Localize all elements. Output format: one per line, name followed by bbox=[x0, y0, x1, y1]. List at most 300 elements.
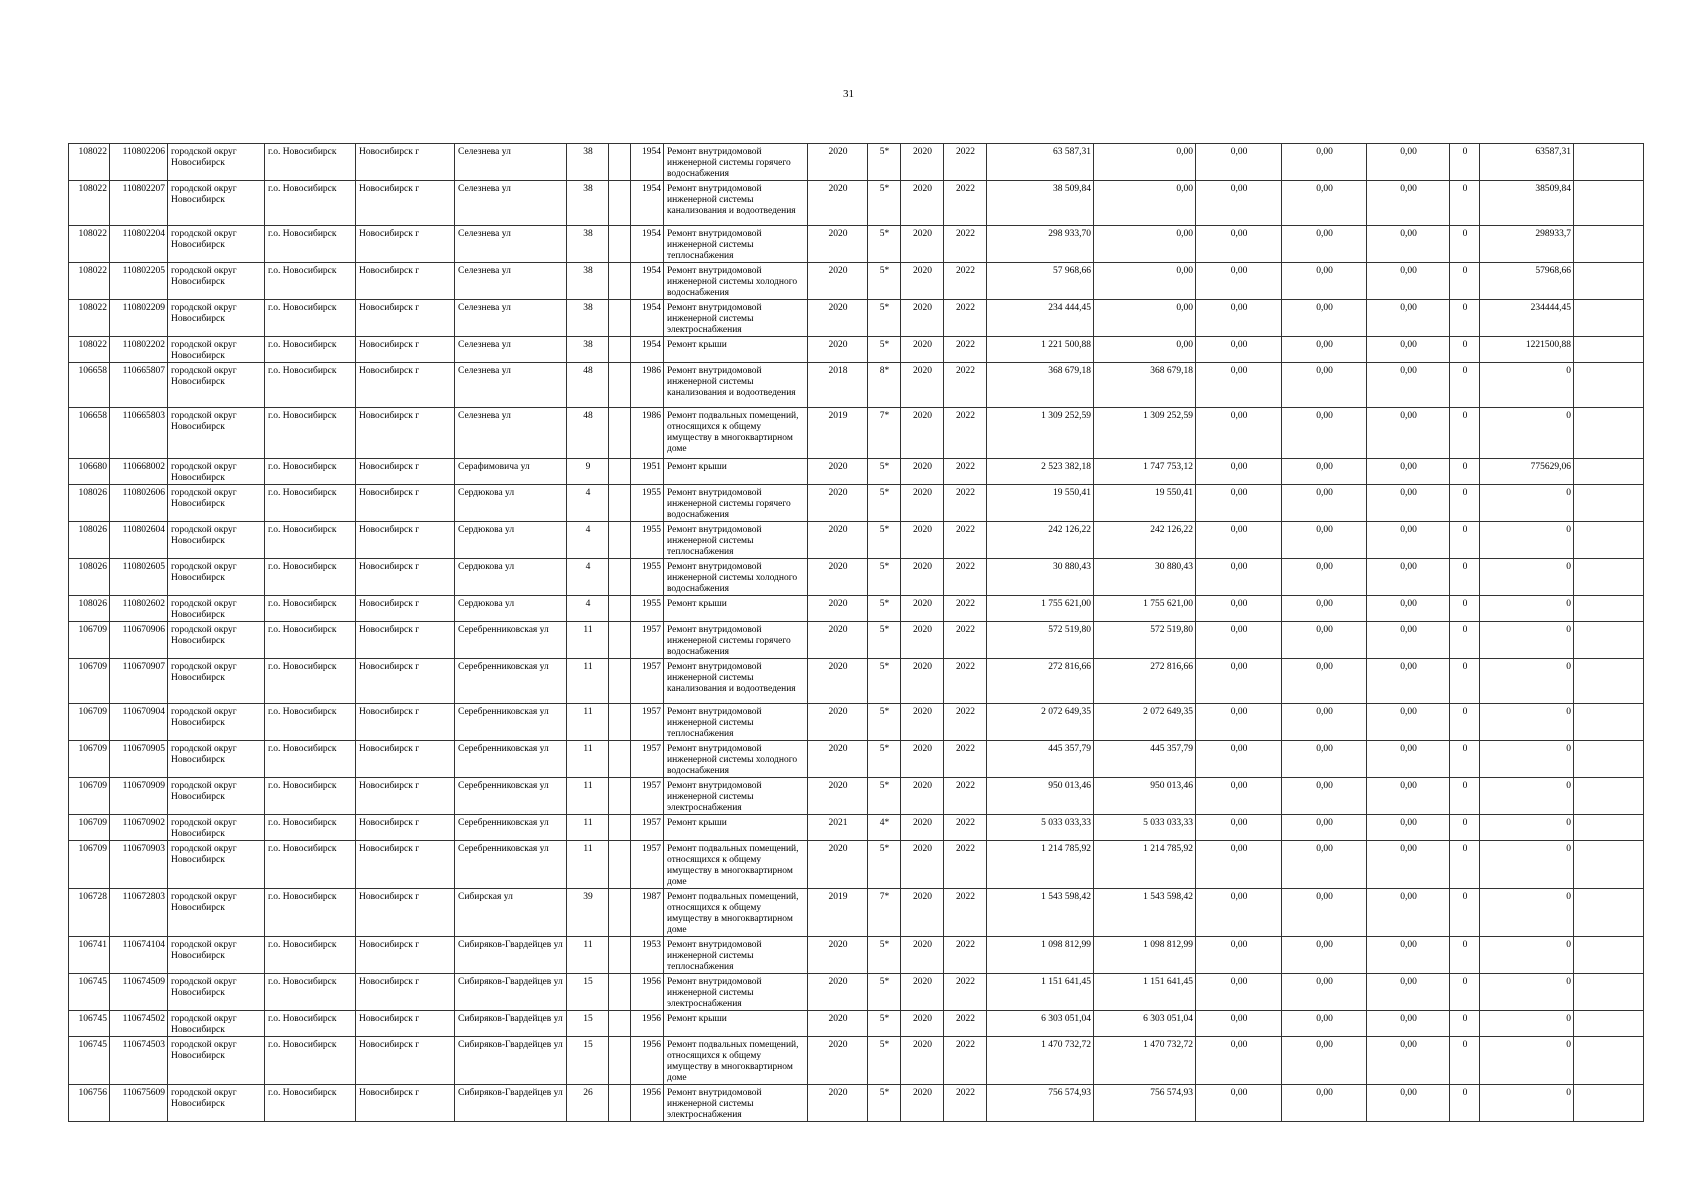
cell-amount-3: 0,00 bbox=[1282, 408, 1367, 459]
cell-plan-year: 2020 bbox=[808, 144, 868, 181]
table-row bbox=[69, 841, 1644, 889]
cell-end-year: 2022 bbox=[944, 704, 987, 741]
cell-cost-total: 445 357,79 bbox=[987, 741, 1094, 778]
cell-locality: Новосибирск г bbox=[356, 144, 455, 181]
cell-balance: 0 bbox=[1480, 522, 1574, 559]
cell-amount-2: 0,00 bbox=[1196, 408, 1282, 459]
cell-amount-4: 0,00 bbox=[1367, 1011, 1450, 1037]
cell-amount-1: 0,00 bbox=[1094, 226, 1196, 263]
table-row bbox=[69, 263, 1644, 300]
cell-house-id: 106680 bbox=[69, 459, 110, 485]
cell-amount-4: 0,00 bbox=[1367, 363, 1450, 408]
cell-zero-flag: 0 bbox=[1450, 144, 1480, 181]
cell-cost-total: 298 933,70 bbox=[987, 226, 1094, 263]
cell-municipal-short: г.о. Новосибирск bbox=[265, 1011, 356, 1037]
cell-plan-year: 2020 bbox=[808, 1085, 868, 1122]
cell-work-type: Ремонт внутридомовой инженерной системы холодного водоснабжения bbox=[664, 263, 808, 300]
cell-work-type: Ремонт внутридомовой инженерной системы электроснабжения bbox=[664, 778, 808, 815]
cell-zero-flag: 0 bbox=[1450, 559, 1480, 596]
cell-cost-total: 38 509,84 bbox=[987, 181, 1094, 226]
cell-house-number: 26 bbox=[567, 1085, 609, 1122]
cell-amount-3: 0,00 bbox=[1282, 337, 1367, 363]
cell-house-id: 106741 bbox=[69, 937, 110, 974]
cell-amount-4: 0,00 bbox=[1367, 226, 1450, 263]
cell-amount-4: 0,00 bbox=[1367, 144, 1450, 181]
cell-house-number: 4 bbox=[567, 485, 609, 522]
cell-note bbox=[1574, 1011, 1644, 1037]
cell-amount-2: 0,00 bbox=[1196, 974, 1282, 1011]
cell-note bbox=[1574, 889, 1644, 937]
cell-note bbox=[1574, 300, 1644, 337]
cell-amount-3: 0,00 bbox=[1282, 889, 1367, 937]
table-row bbox=[69, 1085, 1644, 1122]
cell-street: Серебренниковская ул bbox=[455, 622, 567, 659]
cell-house-id: 108026 bbox=[69, 485, 110, 522]
cell-work-type: Ремонт внутридомовой инженерной системы горячего водоснабжения bbox=[664, 622, 808, 659]
cell-plan-year: 2020 bbox=[808, 181, 868, 226]
cell-amount-3: 0,00 bbox=[1282, 974, 1367, 1011]
cell-zero-flag: 0 bbox=[1450, 522, 1480, 559]
cell-house-number: 15 bbox=[567, 1037, 609, 1085]
cell-municipal-short: г.о. Новосибирск bbox=[265, 181, 356, 226]
cell-house-number: 38 bbox=[567, 337, 609, 363]
cell-amount-3: 0,00 bbox=[1282, 815, 1367, 841]
cell-house-number: 38 bbox=[567, 300, 609, 337]
cell-amount-1: 1 309 252,59 bbox=[1094, 408, 1196, 459]
cell-note bbox=[1574, 815, 1644, 841]
cell-house-id: 108022 bbox=[69, 226, 110, 263]
cell-street: Селезнева ул bbox=[455, 363, 567, 408]
cell-zero-flag: 0 bbox=[1450, 815, 1480, 841]
cell-house-number: 11 bbox=[567, 659, 609, 704]
cell-build-year: 1986 bbox=[631, 408, 664, 459]
cell-house-number: 11 bbox=[567, 841, 609, 889]
table-row bbox=[69, 226, 1644, 263]
cell-note bbox=[1574, 181, 1644, 226]
cell-municipality: городской округ Новосибирск bbox=[168, 841, 265, 889]
cell-priority: 8* bbox=[868, 363, 901, 408]
cell-street: Сибирская ул bbox=[455, 889, 567, 937]
cell-build-year: 1951 bbox=[631, 459, 664, 485]
cell-building bbox=[609, 659, 631, 704]
cell-work-id: 110670906 bbox=[110, 622, 168, 659]
cell-priority: 7* bbox=[868, 889, 901, 937]
cell-end-year: 2022 bbox=[944, 741, 987, 778]
cell-plan-year: 2020 bbox=[808, 778, 868, 815]
cell-amount-2: 0,00 bbox=[1196, 263, 1282, 300]
cell-balance: 0 bbox=[1480, 841, 1574, 889]
cell-municipal-short: г.о. Новосибирск bbox=[265, 226, 356, 263]
cell-locality: Новосибирск г bbox=[356, 1037, 455, 1085]
cell-start-year: 2020 bbox=[901, 263, 944, 300]
cell-priority: 5* bbox=[868, 937, 901, 974]
cell-building bbox=[609, 622, 631, 659]
cell-amount-4: 0,00 bbox=[1367, 889, 1450, 937]
cell-house-id: 108022 bbox=[69, 263, 110, 300]
cell-amount-4: 0,00 bbox=[1367, 741, 1450, 778]
cell-municipality: городской округ Новосибирск bbox=[168, 704, 265, 741]
cell-plan-year: 2020 bbox=[808, 226, 868, 263]
table-row bbox=[69, 889, 1644, 937]
table-row bbox=[69, 937, 1644, 974]
cell-locality: Новосибирск г bbox=[356, 1011, 455, 1037]
cell-street: Сибиряков-Гвардейцев ул bbox=[455, 974, 567, 1011]
cell-locality: Новосибирск г bbox=[356, 226, 455, 263]
cell-street: Серебренниковская ул bbox=[455, 841, 567, 889]
cell-municipal-short: г.о. Новосибирск bbox=[265, 659, 356, 704]
cell-amount-3: 0,00 bbox=[1282, 622, 1367, 659]
table-row bbox=[69, 659, 1644, 704]
cell-plan-year: 2020 bbox=[808, 559, 868, 596]
cell-zero-flag: 0 bbox=[1450, 408, 1480, 459]
cell-plan-year: 2019 bbox=[808, 889, 868, 937]
cell-street: Серебренниковская ул bbox=[455, 659, 567, 704]
cell-locality: Новосибирск г bbox=[356, 459, 455, 485]
cell-end-year: 2022 bbox=[944, 815, 987, 841]
cell-municipal-short: г.о. Новосибирск bbox=[265, 559, 356, 596]
cell-amount-3: 0,00 bbox=[1282, 1037, 1367, 1085]
cell-locality: Новосибирск г bbox=[356, 1085, 455, 1122]
cell-end-year: 2022 bbox=[944, 778, 987, 815]
cell-street: Селезнева ул bbox=[455, 144, 567, 181]
table-row bbox=[69, 596, 1644, 622]
cell-note bbox=[1574, 337, 1644, 363]
cell-work-type: Ремонт подвальных помещений, относящихся к общему имуществу в многоквартирном доме bbox=[664, 841, 808, 889]
cell-building bbox=[609, 1011, 631, 1037]
cell-cost-total: 2 523 382,18 bbox=[987, 459, 1094, 485]
cell-balance: 0 bbox=[1480, 363, 1574, 408]
cell-building bbox=[609, 1085, 631, 1122]
cell-zero-flag: 0 bbox=[1450, 1011, 1480, 1037]
cell-work-type: Ремонт внутридомовой инженерной системы канализования и водоотведения bbox=[664, 363, 808, 408]
table-row bbox=[69, 300, 1644, 337]
cell-municipal-short: г.о. Новосибирск bbox=[265, 337, 356, 363]
cell-plan-year: 2020 bbox=[808, 485, 868, 522]
cell-cost-total: 57 968,66 bbox=[987, 263, 1094, 300]
cell-work-type: Ремонт внутридомовой инженерной системы горячего водоснабжения bbox=[664, 485, 808, 522]
cell-amount-1: 950 013,46 bbox=[1094, 778, 1196, 815]
cell-amount-1: 1 214 785,92 bbox=[1094, 841, 1196, 889]
cell-municipal-short: г.о. Новосибирск bbox=[265, 408, 356, 459]
cell-amount-2: 0,00 bbox=[1196, 1037, 1282, 1085]
table-row bbox=[69, 741, 1644, 778]
table-row bbox=[69, 622, 1644, 659]
cell-municipality: городской округ Новосибирск bbox=[168, 263, 265, 300]
cell-cost-total: 1 214 785,92 bbox=[987, 841, 1094, 889]
cell-cost-total: 2 072 649,35 bbox=[987, 704, 1094, 741]
table-row bbox=[69, 408, 1644, 459]
cell-building bbox=[609, 363, 631, 408]
cell-municipality: городской округ Новосибирск bbox=[168, 974, 265, 1011]
cell-start-year: 2020 bbox=[901, 841, 944, 889]
cell-municipal-short: г.о. Новосибирск bbox=[265, 889, 356, 937]
cell-municipality: городской округ Новосибирск bbox=[168, 459, 265, 485]
cell-work-id: 110802605 bbox=[110, 559, 168, 596]
cell-amount-4: 0,00 bbox=[1367, 300, 1450, 337]
cell-start-year: 2020 bbox=[901, 408, 944, 459]
cell-amount-1: 1 755 621,00 bbox=[1094, 596, 1196, 622]
cell-house-id: 106756 bbox=[69, 1085, 110, 1122]
cell-amount-1: 0,00 bbox=[1094, 263, 1196, 300]
cell-start-year: 2020 bbox=[901, 144, 944, 181]
cell-zero-flag: 0 bbox=[1450, 337, 1480, 363]
cell-amount-1: 242 126,22 bbox=[1094, 522, 1196, 559]
cell-amount-3: 0,00 bbox=[1282, 181, 1367, 226]
cell-cost-total: 30 880,43 bbox=[987, 559, 1094, 596]
cell-end-year: 2022 bbox=[944, 596, 987, 622]
cell-amount-2: 0,00 bbox=[1196, 459, 1282, 485]
cell-house-number: 4 bbox=[567, 559, 609, 596]
cell-start-year: 2020 bbox=[901, 741, 944, 778]
cell-note bbox=[1574, 522, 1644, 559]
cell-building bbox=[609, 522, 631, 559]
table-row bbox=[69, 1011, 1644, 1037]
cell-amount-4: 0,00 bbox=[1367, 841, 1450, 889]
cell-end-year: 2022 bbox=[944, 841, 987, 889]
table-body bbox=[69, 144, 1644, 1122]
cell-start-year: 2020 bbox=[901, 226, 944, 263]
cell-build-year: 1955 bbox=[631, 485, 664, 522]
cell-amount-2: 0,00 bbox=[1196, 559, 1282, 596]
cell-municipal-short: г.о. Новосибирск bbox=[265, 263, 356, 300]
cell-building bbox=[609, 485, 631, 522]
cell-street: Селезнева ул bbox=[455, 181, 567, 226]
cell-zero-flag: 0 bbox=[1450, 659, 1480, 704]
cell-cost-total: 368 679,18 bbox=[987, 363, 1094, 408]
cell-work-id: 110674509 bbox=[110, 974, 168, 1011]
cell-start-year: 2020 bbox=[901, 622, 944, 659]
cell-work-type: Ремонт крыши bbox=[664, 1011, 808, 1037]
cell-house-id: 106709 bbox=[69, 741, 110, 778]
cell-cost-total: 242 126,22 bbox=[987, 522, 1094, 559]
cell-street: Сердюкова ул bbox=[455, 559, 567, 596]
cell-start-year: 2020 bbox=[901, 485, 944, 522]
cell-work-id: 110675609 bbox=[110, 1085, 168, 1122]
cell-start-year: 2020 bbox=[901, 889, 944, 937]
cell-start-year: 2020 bbox=[901, 522, 944, 559]
cell-locality: Новосибирск г bbox=[356, 263, 455, 300]
cell-work-type: Ремонт крыши bbox=[664, 337, 808, 363]
cell-amount-3: 0,00 bbox=[1282, 363, 1367, 408]
cell-note bbox=[1574, 408, 1644, 459]
cell-build-year: 1957 bbox=[631, 815, 664, 841]
cell-house-number: 11 bbox=[567, 815, 609, 841]
cell-priority: 5* bbox=[868, 1011, 901, 1037]
cell-zero-flag: 0 bbox=[1450, 889, 1480, 937]
cell-amount-1: 0,00 bbox=[1094, 144, 1196, 181]
cell-amount-1: 572 519,80 bbox=[1094, 622, 1196, 659]
cell-amount-1: 1 543 598,42 bbox=[1094, 889, 1196, 937]
cell-plan-year: 2020 bbox=[808, 263, 868, 300]
cell-locality: Новосибирск г bbox=[356, 522, 455, 559]
cell-amount-2: 0,00 bbox=[1196, 1011, 1282, 1037]
cell-balance: 0 bbox=[1480, 778, 1574, 815]
cell-balance: 0 bbox=[1480, 559, 1574, 596]
cell-work-type: Ремонт внутридомовой инженерной системы канализования и водоотведения bbox=[664, 181, 808, 226]
capital-repair-register-table bbox=[68, 143, 1644, 1122]
cell-building bbox=[609, 459, 631, 485]
cell-work-id: 110670907 bbox=[110, 659, 168, 704]
cell-street: Сибиряков-Гвардейцев ул bbox=[455, 1037, 567, 1085]
cell-municipality: городской округ Новосибирск bbox=[168, 363, 265, 408]
cell-building bbox=[609, 815, 631, 841]
cell-start-year: 2020 bbox=[901, 337, 944, 363]
cell-amount-1: 0,00 bbox=[1094, 181, 1196, 226]
cell-note bbox=[1574, 778, 1644, 815]
cell-balance: 63587,31 bbox=[1480, 144, 1574, 181]
cell-street: Сердюкова ул bbox=[455, 596, 567, 622]
cell-amount-2: 0,00 bbox=[1196, 337, 1282, 363]
cell-municipal-short: г.о. Новосибирск bbox=[265, 363, 356, 408]
cell-house-id: 106658 bbox=[69, 363, 110, 408]
cell-amount-4: 0,00 bbox=[1367, 815, 1450, 841]
cell-zero-flag: 0 bbox=[1450, 841, 1480, 889]
cell-house-number: 38 bbox=[567, 181, 609, 226]
cell-locality: Новосибирск г bbox=[356, 596, 455, 622]
cell-municipal-short: г.о. Новосибирск bbox=[265, 974, 356, 1011]
cell-amount-3: 0,00 bbox=[1282, 263, 1367, 300]
table-row bbox=[69, 522, 1644, 559]
cell-locality: Новосибирск г bbox=[356, 485, 455, 522]
cell-cost-total: 63 587,31 bbox=[987, 144, 1094, 181]
cell-balance: 0 bbox=[1480, 1037, 1574, 1085]
cell-work-id: 110670904 bbox=[110, 704, 168, 741]
cell-house-number: 4 bbox=[567, 596, 609, 622]
cell-work-type: Ремонт крыши bbox=[664, 459, 808, 485]
cell-amount-4: 0,00 bbox=[1367, 337, 1450, 363]
cell-build-year: 1956 bbox=[631, 974, 664, 1011]
cell-amount-3: 0,00 bbox=[1282, 1085, 1367, 1122]
cell-balance: 0 bbox=[1480, 408, 1574, 459]
cell-amount-3: 0,00 bbox=[1282, 596, 1367, 622]
cell-work-type: Ремонт внутридомовой инженерной системы электроснабжения bbox=[664, 974, 808, 1011]
cell-amount-2: 0,00 bbox=[1196, 485, 1282, 522]
cell-build-year: 1954 bbox=[631, 226, 664, 263]
cell-locality: Новосибирск г bbox=[356, 363, 455, 408]
cell-priority: 5* bbox=[868, 778, 901, 815]
cell-work-id: 110802604 bbox=[110, 522, 168, 559]
cell-amount-4: 0,00 bbox=[1367, 1037, 1450, 1085]
cell-priority: 5* bbox=[868, 263, 901, 300]
cell-amount-4: 0,00 bbox=[1367, 704, 1450, 741]
cell-priority: 5* bbox=[868, 144, 901, 181]
cell-start-year: 2020 bbox=[901, 1037, 944, 1085]
cell-house-number: 38 bbox=[567, 226, 609, 263]
cell-balance: 0 bbox=[1480, 1085, 1574, 1122]
cell-municipal-short: г.о. Новосибирск bbox=[265, 459, 356, 485]
cell-amount-1: 1 098 812,99 bbox=[1094, 937, 1196, 974]
cell-amount-2: 0,00 bbox=[1196, 841, 1282, 889]
cell-end-year: 2022 bbox=[944, 485, 987, 522]
cell-building bbox=[609, 1037, 631, 1085]
cell-municipal-short: г.о. Новосибирск bbox=[265, 741, 356, 778]
cell-amount-2: 0,00 bbox=[1196, 596, 1282, 622]
cell-plan-year: 2019 bbox=[808, 408, 868, 459]
cell-amount-1: 19 550,41 bbox=[1094, 485, 1196, 522]
cell-end-year: 2022 bbox=[944, 263, 987, 300]
cell-zero-flag: 0 bbox=[1450, 778, 1480, 815]
cell-build-year: 1954 bbox=[631, 300, 664, 337]
table-row bbox=[69, 181, 1644, 226]
cell-build-year: 1956 bbox=[631, 1085, 664, 1122]
cell-work-id: 110802606 bbox=[110, 485, 168, 522]
cell-house-number: 48 bbox=[567, 363, 609, 408]
table-row bbox=[69, 337, 1644, 363]
cell-start-year: 2020 bbox=[901, 559, 944, 596]
cell-municipality: городской округ Новосибирск bbox=[168, 889, 265, 937]
cell-amount-2: 0,00 bbox=[1196, 144, 1282, 181]
cell-balance: 0 bbox=[1480, 704, 1574, 741]
cell-municipal-short: г.о. Новосибирск bbox=[265, 596, 356, 622]
cell-amount-1: 1 470 732,72 bbox=[1094, 1037, 1196, 1085]
cell-build-year: 1957 bbox=[631, 704, 664, 741]
cell-note bbox=[1574, 596, 1644, 622]
cell-house-number: 11 bbox=[567, 778, 609, 815]
cell-build-year: 1957 bbox=[631, 741, 664, 778]
cell-street: Сибиряков-Гвардейцев ул bbox=[455, 937, 567, 974]
cell-balance: 57968,66 bbox=[1480, 263, 1574, 300]
cell-build-year: 1957 bbox=[631, 841, 664, 889]
cell-amount-2: 0,00 bbox=[1196, 741, 1282, 778]
cell-end-year: 2022 bbox=[944, 1011, 987, 1037]
cell-priority: 5* bbox=[868, 226, 901, 263]
cell-building bbox=[609, 337, 631, 363]
cell-municipal-short: г.о. Новосибирск bbox=[265, 485, 356, 522]
cell-house-id: 106745 bbox=[69, 1037, 110, 1085]
table-row bbox=[69, 1037, 1644, 1085]
cell-work-type: Ремонт подвальных помещений, относящихся к общему имуществу в многоквартирном доме bbox=[664, 889, 808, 937]
cell-build-year: 1986 bbox=[631, 363, 664, 408]
cell-house-id: 108022 bbox=[69, 181, 110, 226]
cell-build-year: 1957 bbox=[631, 659, 664, 704]
cell-start-year: 2020 bbox=[901, 974, 944, 1011]
cell-work-type: Ремонт внутридомовой инженерной системы теплоснабжения bbox=[664, 522, 808, 559]
cell-house-number: 38 bbox=[567, 144, 609, 181]
cell-house-number: 39 bbox=[567, 889, 609, 937]
cell-street: Серебренниковская ул bbox=[455, 741, 567, 778]
cell-amount-4: 0,00 bbox=[1367, 459, 1450, 485]
cell-start-year: 2020 bbox=[901, 1011, 944, 1037]
cell-end-year: 2022 bbox=[944, 1037, 987, 1085]
cell-work-id: 110802202 bbox=[110, 337, 168, 363]
cell-locality: Новосибирск г bbox=[356, 889, 455, 937]
cell-end-year: 2022 bbox=[944, 622, 987, 659]
cell-balance: 0 bbox=[1480, 815, 1574, 841]
cell-plan-year: 2020 bbox=[808, 1011, 868, 1037]
cell-zero-flag: 0 bbox=[1450, 181, 1480, 226]
cell-locality: Новосибирск г bbox=[356, 937, 455, 974]
cell-start-year: 2020 bbox=[901, 778, 944, 815]
cell-work-type: Ремонт внутридомовой инженерной системы теплоснабжения bbox=[664, 704, 808, 741]
cell-build-year: 1955 bbox=[631, 596, 664, 622]
cell-work-type: Ремонт внутридомовой инженерной системы электроснабжения bbox=[664, 1085, 808, 1122]
cell-zero-flag: 0 bbox=[1450, 263, 1480, 300]
cell-street: Сибиряков-Гвардейцев ул bbox=[455, 1085, 567, 1122]
cell-amount-4: 0,00 bbox=[1367, 937, 1450, 974]
cell-building bbox=[609, 937, 631, 974]
cell-house-number: 11 bbox=[567, 704, 609, 741]
cell-work-type: Ремонт подвальных помещений, относящихся к общему имуществу в многоквартирном доме bbox=[664, 408, 808, 459]
cell-priority: 5* bbox=[868, 559, 901, 596]
cell-work-id: 110674502 bbox=[110, 1011, 168, 1037]
cell-balance: 0 bbox=[1480, 974, 1574, 1011]
cell-municipal-short: г.о. Новосибирск bbox=[265, 300, 356, 337]
cell-build-year: 1987 bbox=[631, 889, 664, 937]
cell-work-id: 110670903 bbox=[110, 841, 168, 889]
cell-municipality: городской округ Новосибирск bbox=[168, 300, 265, 337]
cell-municipality: городской округ Новосибирск bbox=[168, 522, 265, 559]
cell-priority: 5* bbox=[868, 485, 901, 522]
